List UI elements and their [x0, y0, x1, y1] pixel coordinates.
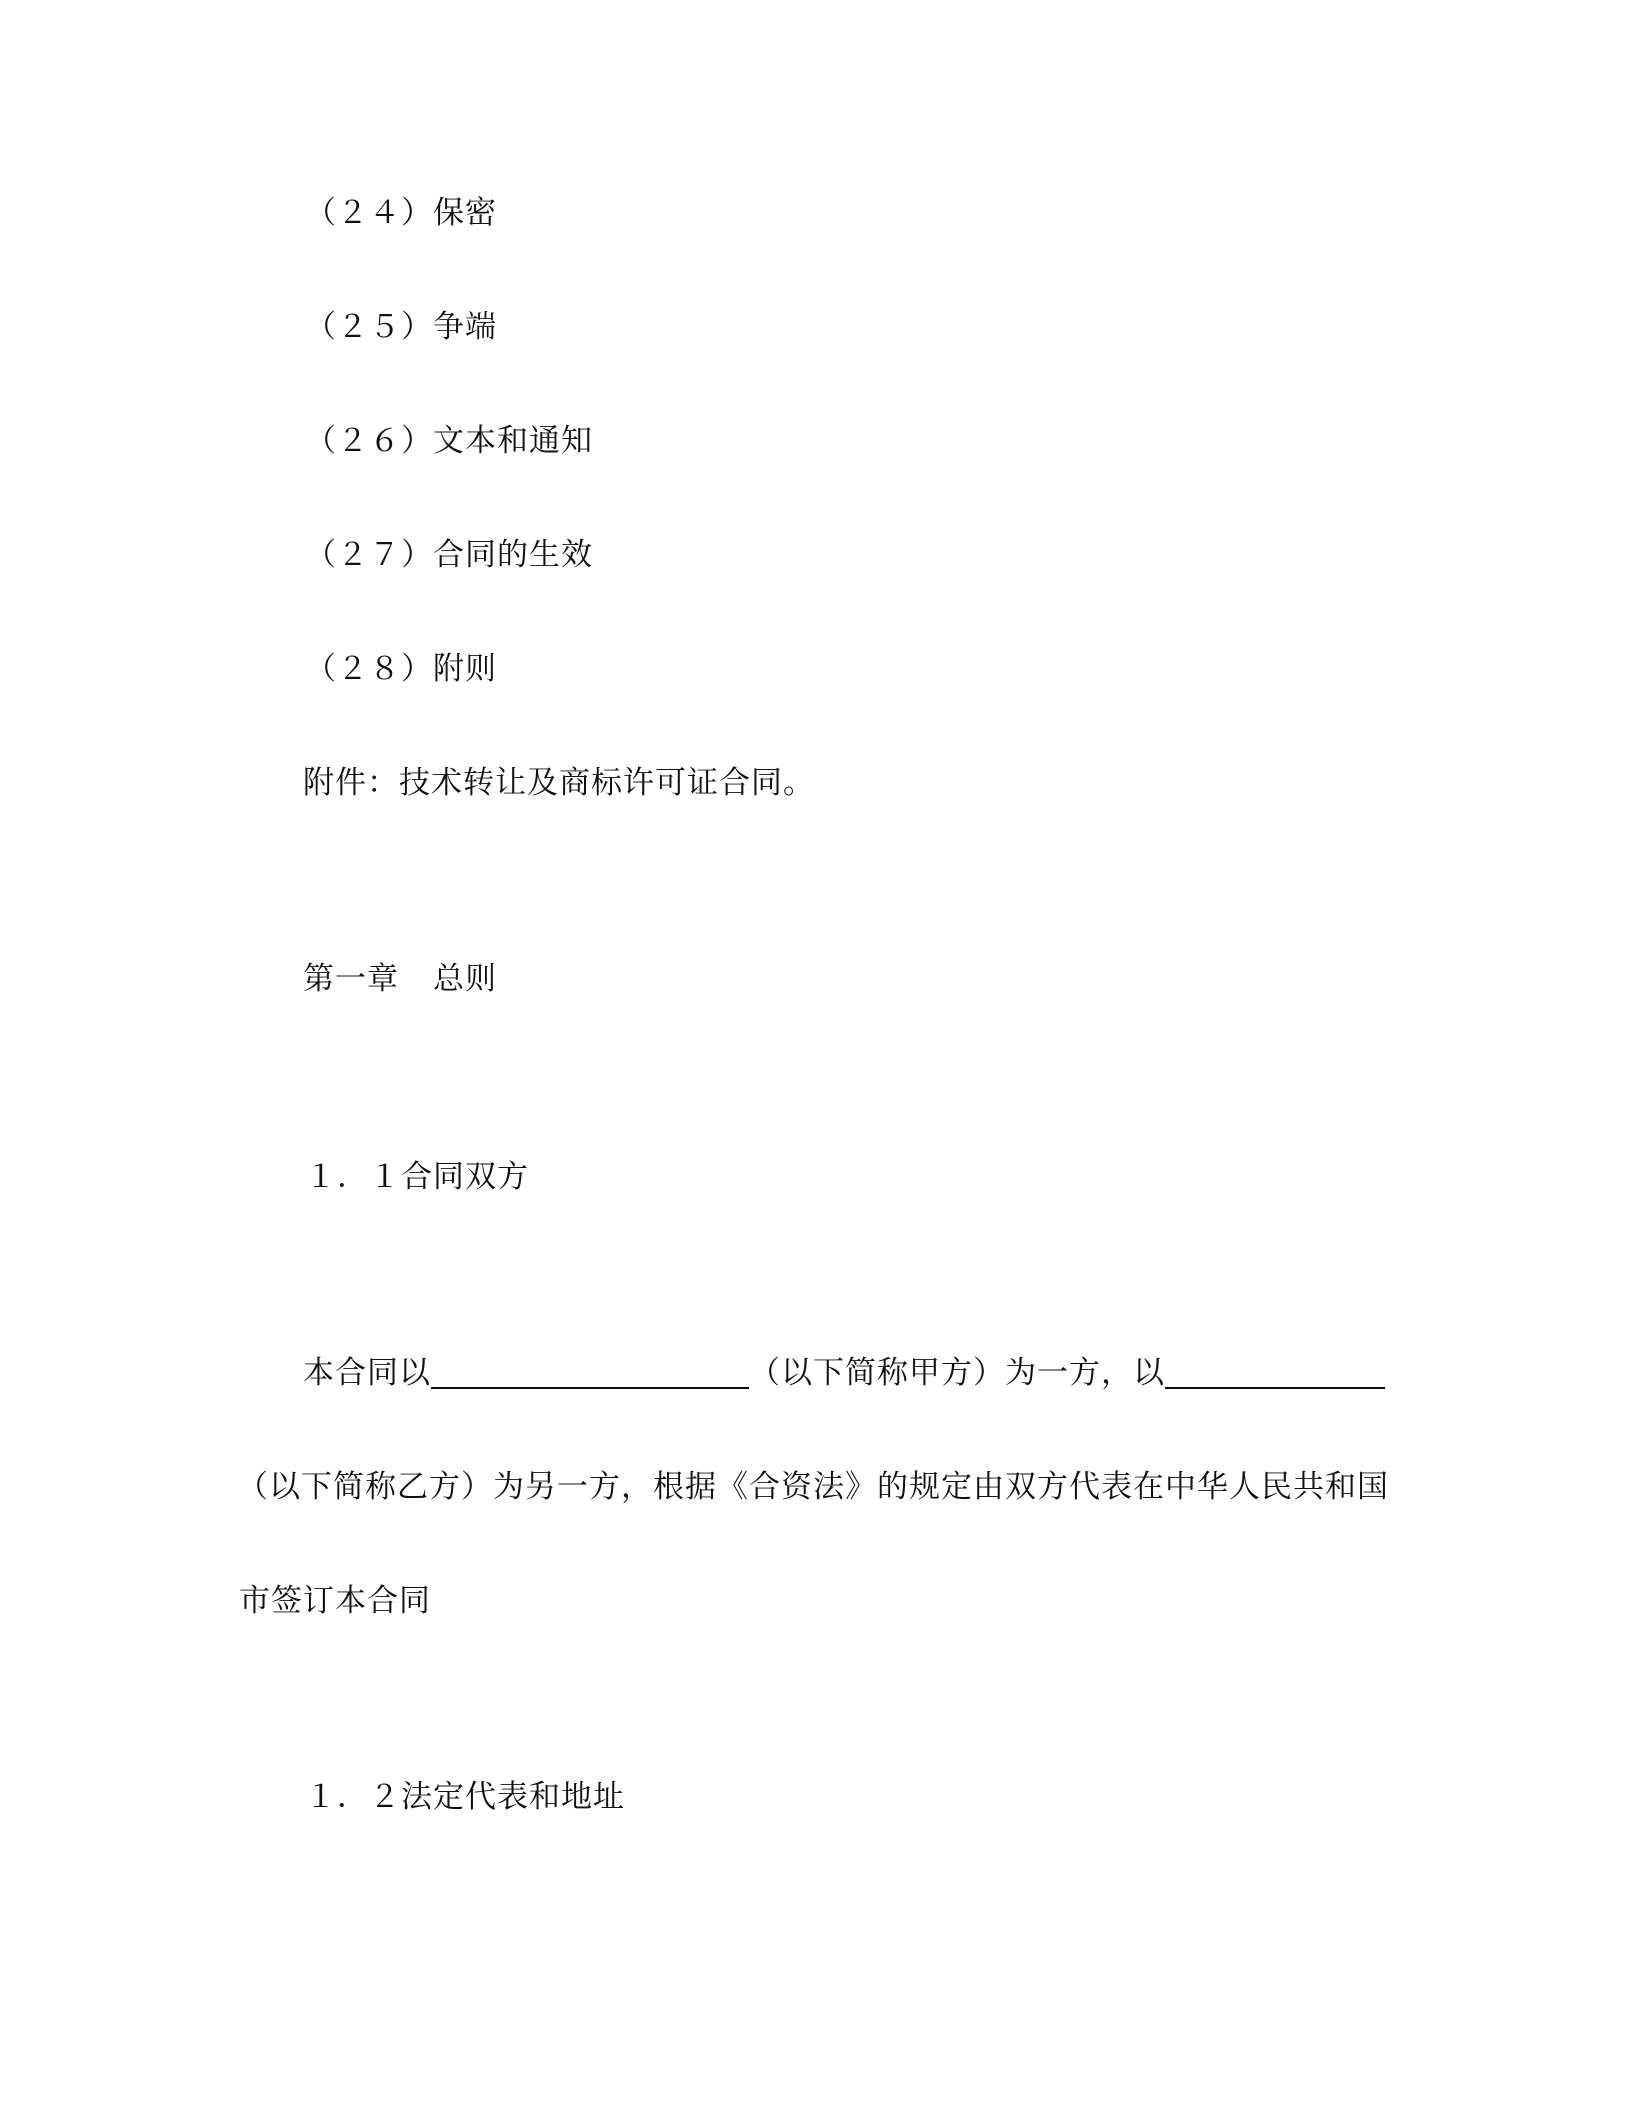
paragraph-line-3: 市签订本合同	[239, 1583, 431, 1619]
toc-item-25	[305, 307, 497, 347]
toc-title: 附则	[433, 651, 497, 687]
toc-item-27	[305, 535, 593, 575]
party-a-blank[interactable]	[431, 1357, 749, 1389]
toc-title: 争端	[433, 309, 497, 345]
section-heading-1-2: １．２法定代表和地址	[305, 1779, 625, 1815]
toc-number: （２５）	[305, 309, 433, 345]
toc-number: （２８）	[305, 651, 433, 687]
party-b-blank[interactable]	[1165, 1357, 1385, 1389]
paragraph-line-2: （以下简称乙方）为另一方，根据《合资法》的规定由双方代表在中华人民共和国	[237, 1469, 1389, 1505]
toc-title: 保密	[433, 195, 497, 231]
toc-number: （２６）	[305, 423, 433, 459]
chapter-title: 总则	[433, 961, 497, 997]
section-heading-1-1: １．１合同双方	[305, 1159, 529, 1195]
toc-title: 合同的生效	[433, 537, 593, 573]
toc-number: （２４）	[305, 195, 433, 231]
toc-number: （２７）	[305, 537, 433, 573]
toc-item-28	[305, 649, 497, 689]
paragraph-text: （以下简称甲方）为一方，以	[749, 1355, 1165, 1391]
toc-item-24	[305, 193, 497, 233]
paragraph-text: 本合同以	[303, 1355, 431, 1391]
paragraph-line-1	[303, 1353, 1385, 1393]
attachment-line: 附件：技术转让及商标许可证合同。	[303, 765, 815, 801]
chapter-heading	[303, 959, 497, 999]
chapter-label: 第一章	[303, 961, 399, 997]
toc-title: 文本和通知	[433, 423, 593, 459]
toc-item-26	[305, 421, 593, 461]
